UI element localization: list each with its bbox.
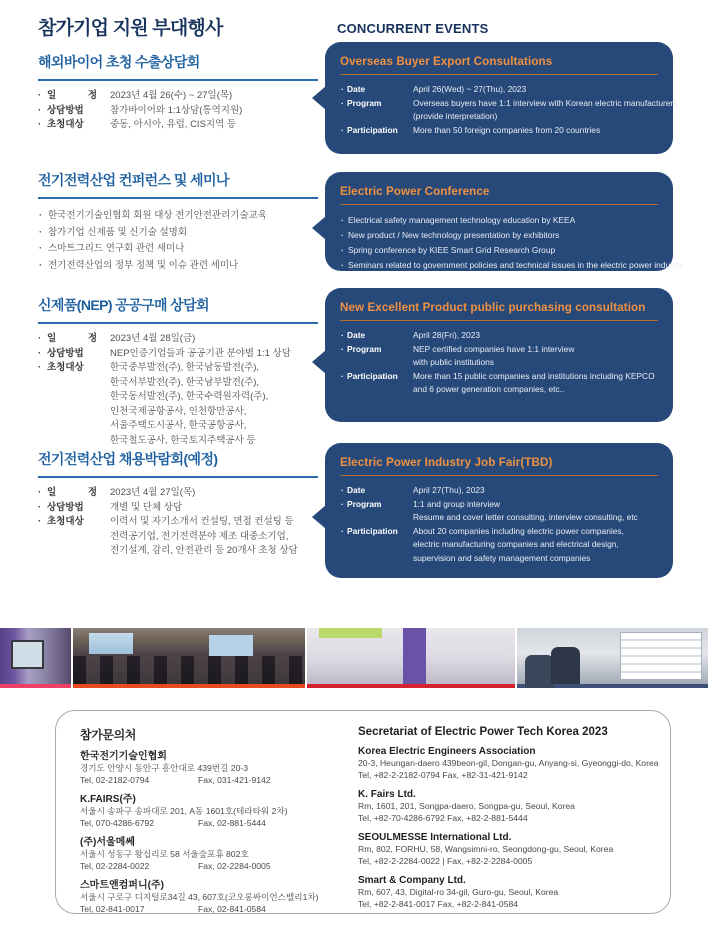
field-label: · 초청대상: [47, 119, 84, 130]
org-telfax: Tel, +82-70-4286-6792 Fax, +82-2-881-5444: [358, 812, 528, 823]
section-job-fair: [38, 449, 318, 559]
field-value: 1:1 and group interview: [413, 498, 501, 509]
field-value: (provide interpretation): [413, 111, 498, 121]
info-row: [340, 343, 658, 370]
photo-accent-bar: [73, 684, 305, 688]
field-label: · 초청대상: [47, 362, 84, 373]
page-title: 참가기업 지원 부대행사: [38, 18, 223, 39]
org-fax: Fax, 02-2284-0005: [198, 860, 271, 871]
org-tel: Tel, 02-841-0017: [80, 903, 145, 914]
field-value: 전력공기업, 전기전력분야 제조 대중소기업,: [110, 530, 289, 542]
org-name: Korea Electric Engineers Association: [358, 746, 536, 757]
field-value: More than 50 foreign companies from 20 countries: [413, 124, 601, 135]
photo-job-fair-boards: [517, 628, 708, 688]
field-label: · Program: [340, 498, 413, 525]
field-label: · 초청대상: [47, 516, 84, 527]
contact-box: [55, 710, 671, 914]
field-label: · Participation: [340, 525, 413, 566]
field-label: · 일 정: [47, 90, 97, 101]
section-nep-purchasing: [38, 295, 318, 448]
org-telfax: Tel, +82-2-2284-0022 | Fax, +82-2-2284-0005: [358, 855, 533, 866]
event-box-job-fair: [325, 443, 673, 578]
info-row: [340, 484, 658, 498]
org-address: 서울시 성동구 왕십리로 58 서울숲포휴 802호: [80, 849, 249, 859]
info-row: [38, 515, 318, 559]
field-value: About 20 companies including electric power companies,: [413, 525, 624, 536]
field-value: 서울주택도시공사, 한국공항공사,: [110, 420, 247, 431]
event-box-conference: [325, 172, 684, 271]
info-row: [340, 97, 678, 124]
info-row: [38, 118, 318, 133]
contact-column-korean: [80, 726, 338, 914]
org-fax: Fax, 031-421-9142: [198, 774, 271, 785]
bullet-item: · 한국전기기술인협회 회원 대상 전기안전관리기술교육: [38, 208, 318, 225]
field-value: April 26(Wed) ~ 27(Thu), 2023: [413, 84, 527, 94]
field-value: April 28(Fri), 2023: [413, 330, 481, 340]
bullet-item: · 참가기업 신제품 및 신기술 설명회: [38, 225, 318, 242]
section-conference-seminar: [38, 170, 318, 274]
photo-strip: [0, 628, 708, 688]
field-label: · 일 정: [47, 333, 97, 344]
photo-exhibition-hall: [307, 628, 515, 688]
field-value: 한국철도공사, 한국토지주택공사 등: [110, 434, 256, 446]
info-row: [38, 501, 318, 516]
contact-entry: [358, 874, 659, 910]
field-value: NEP certified companies have 1:1 interview: [413, 343, 575, 354]
bullet-item: · Spring conference by KIEE Smart Grid Research Group: [340, 243, 658, 258]
field-value: 한국동서발전(주), 한국수력원자력(주),: [110, 391, 269, 402]
info-row: [340, 329, 658, 343]
org-name: SEOULMESSE International Ltd.: [358, 832, 512, 843]
field-value: 전기설계, 감리, 안전관리 등 20개사 초청 상담: [110, 545, 298, 556]
contact-entry: [358, 788, 659, 824]
org-address: 서울시 구로구 디지털로34길 43, 607호(코오롱싸이언스밸리1차): [80, 892, 319, 902]
org-name: (주)서울메쎄: [80, 837, 135, 848]
contact-entry: [358, 745, 659, 781]
event-box-overseas-buyer: [325, 42, 678, 154]
contact-entry: [80, 793, 338, 829]
field-value: 인천국제공항공사, 인천항만공사,: [110, 405, 247, 417]
bullet-item: · 전기전력산업의 정부 정책 및 이슈 관련 세미나: [38, 258, 318, 275]
field-label: · 일 정: [47, 487, 97, 498]
info-row: [340, 124, 658, 138]
field-value: 중동, 아시아, 유럽, CIS지역 등: [110, 119, 237, 130]
org-fax: Fax, 02-881-5444: [198, 817, 266, 828]
org-name: 스마트앤컴퍼니(주): [80, 880, 164, 891]
field-label: · Date: [340, 83, 413, 97]
event-box-title: Overseas Buyer Export Consultations: [340, 55, 658, 75]
field-label: · 상담방법: [47, 347, 84, 359]
field-value: 2023년 4월 28일(금): [110, 333, 196, 344]
field-label: · Participation: [340, 124, 413, 138]
field-value: 개별 및 단체 상담: [110, 501, 183, 513]
field-value: and 6 power generation companies, etc..: [413, 384, 565, 394]
field-label: · Date: [340, 484, 413, 498]
field-value: supervision and safety management companies: [413, 552, 591, 563]
org-address: Rm, 607, 43, Digital-ro 34-gil, Guro-gu, Seoul, Korea: [358, 887, 559, 897]
info-row: [340, 83, 658, 97]
contact-entry: [358, 831, 659, 867]
section-heading: 전기전력산업 컨퍼런스 및 세미나: [38, 170, 318, 199]
field-value: April 27(Thu), 2023: [413, 485, 485, 495]
info-row: [38, 347, 318, 362]
field-value: NEP인증기업들과 공공기관 분야별 1:1 상담: [110, 347, 291, 359]
field-value: 2023년 4월 26(수) ~ 27일(목): [110, 90, 233, 101]
event-box-title: New Excellent Product public purchasing consultation: [340, 301, 658, 321]
field-label: · Participation: [340, 370, 413, 397]
org-address: Rm, 802, FORHU, 58, Wangsimni-ro, Seongdong-gu, Seoul, Korea: [358, 844, 614, 854]
section-heading: 해외바이어 초청 수출상담회: [38, 52, 318, 81]
org-telfax: Tel, +82-2-2182-0794 Fax, +82-31-421-9142: [358, 769, 528, 780]
info-row: [38, 486, 318, 501]
bullet-item: · Seminars related to government policies and technical issues in the electric power industry: [340, 258, 658, 273]
field-value: 한국서부발전(주), 한국남부발전(주),: [110, 376, 260, 388]
info-row: [340, 498, 658, 525]
event-box-title: Electric Power Conference: [340, 185, 658, 205]
event-box-nep: [325, 288, 673, 422]
org-name: 한국전기기술인협회: [80, 751, 167, 762]
org-address: Rm, 1601, 201, Songpa-daero, Songpa-gu, Seoul, Korea: [358, 801, 575, 811]
contact-entry: [80, 879, 338, 914]
bullet-item: · 스마트그리드 연구회 관련 세미나: [38, 241, 318, 258]
field-value: electric manufacturing companies and electrical design,: [413, 539, 619, 549]
field-label: · Program: [340, 343, 413, 370]
field-value: with public institutions: [413, 357, 494, 367]
contact-heading-ko: 참가문의처: [80, 728, 136, 742]
contact-heading-en: Secretariat of Electric Power Tech Korea 2023: [358, 726, 608, 738]
contact-column-english: [338, 726, 659, 909]
info-row: [340, 370, 658, 397]
info-row: [38, 361, 318, 448]
org-address: 경기도 안양시 동안구 흥안대로 439번길 20-3: [80, 763, 249, 773]
bullet-item: · Electrical safety management technology education by KEEA: [340, 213, 658, 228]
org-tel: Tel, 02-2182-0794: [80, 774, 150, 785]
contact-entry: [80, 836, 338, 872]
field-value: 참가바이어와 1:1상담(통역지원): [110, 104, 243, 116]
section-heading: 신제품(NEP) 공공구매 상담회: [38, 295, 318, 324]
org-fax: Fax, 02-841-0584: [198, 903, 266, 914]
field-label: · Date: [340, 329, 413, 343]
org-address: 20-3, Heungan-daero 439beon-gil, Dongan-gu, Anyang-si, Gyeonggi-do, Korea: [358, 758, 659, 768]
info-row: [340, 525, 658, 566]
field-value: More than 15 public companies and institutions including KEPCO: [413, 370, 655, 381]
concurrent-events-title: CONCURRENT EVENTS: [337, 21, 489, 36]
org-address: 서울시 송파구 송파대로 201, A동 1601호(테라타워 2차): [80, 806, 288, 816]
bullet-item: · New product / New technology presentation by exhibitors: [340, 228, 658, 243]
info-row: [38, 89, 318, 104]
photo-accent-bar: [517, 684, 708, 688]
contact-entry: [80, 750, 338, 786]
photo-accent-bar: [0, 684, 71, 688]
org-name: Smart & Company Ltd.: [358, 875, 466, 886]
field-value: Overseas buyers have 1:1 interview with Korean electric manufacturers: [413, 97, 678, 108]
field-value: Resume and cover letter consulting, interview consulting, etc: [413, 512, 638, 522]
section-overseas-buyer: [38, 52, 318, 133]
field-value: 2023년 4월 27일(목): [110, 487, 196, 498]
photo-expo-booth: [0, 628, 71, 688]
org-tel: Tel, 02-2284-0022: [80, 860, 150, 871]
info-row: [38, 104, 318, 119]
org-telfax: Tel, +82-2-841-0017 Fax, +82-2-841-0584: [358, 898, 519, 909]
section-heading: 전기전력산업 채용박람회(예정): [38, 449, 318, 478]
field-value: 한국중부발전(주), 한국남동발전(주),: [110, 362, 260, 373]
field-value: 이력서 및 자기소개서 컨설팅, 면접 컨설팅 등: [110, 516, 294, 527]
org-tel: Tel, 070-4286-6792: [80, 817, 155, 828]
info-row: [38, 332, 318, 347]
field-label: · Program: [340, 97, 413, 124]
field-label: · 상담방법: [47, 501, 84, 513]
field-label: · 상담방법: [47, 104, 84, 116]
photo-conference-audience: [73, 628, 305, 688]
event-box-title: Electric Power Industry Job Fair(TBD): [340, 456, 658, 476]
photo-accent-bar: [307, 684, 515, 688]
org-name: K. Fairs Ltd.: [358, 789, 416, 800]
org-name: K.FAIRS(주): [80, 794, 136, 805]
